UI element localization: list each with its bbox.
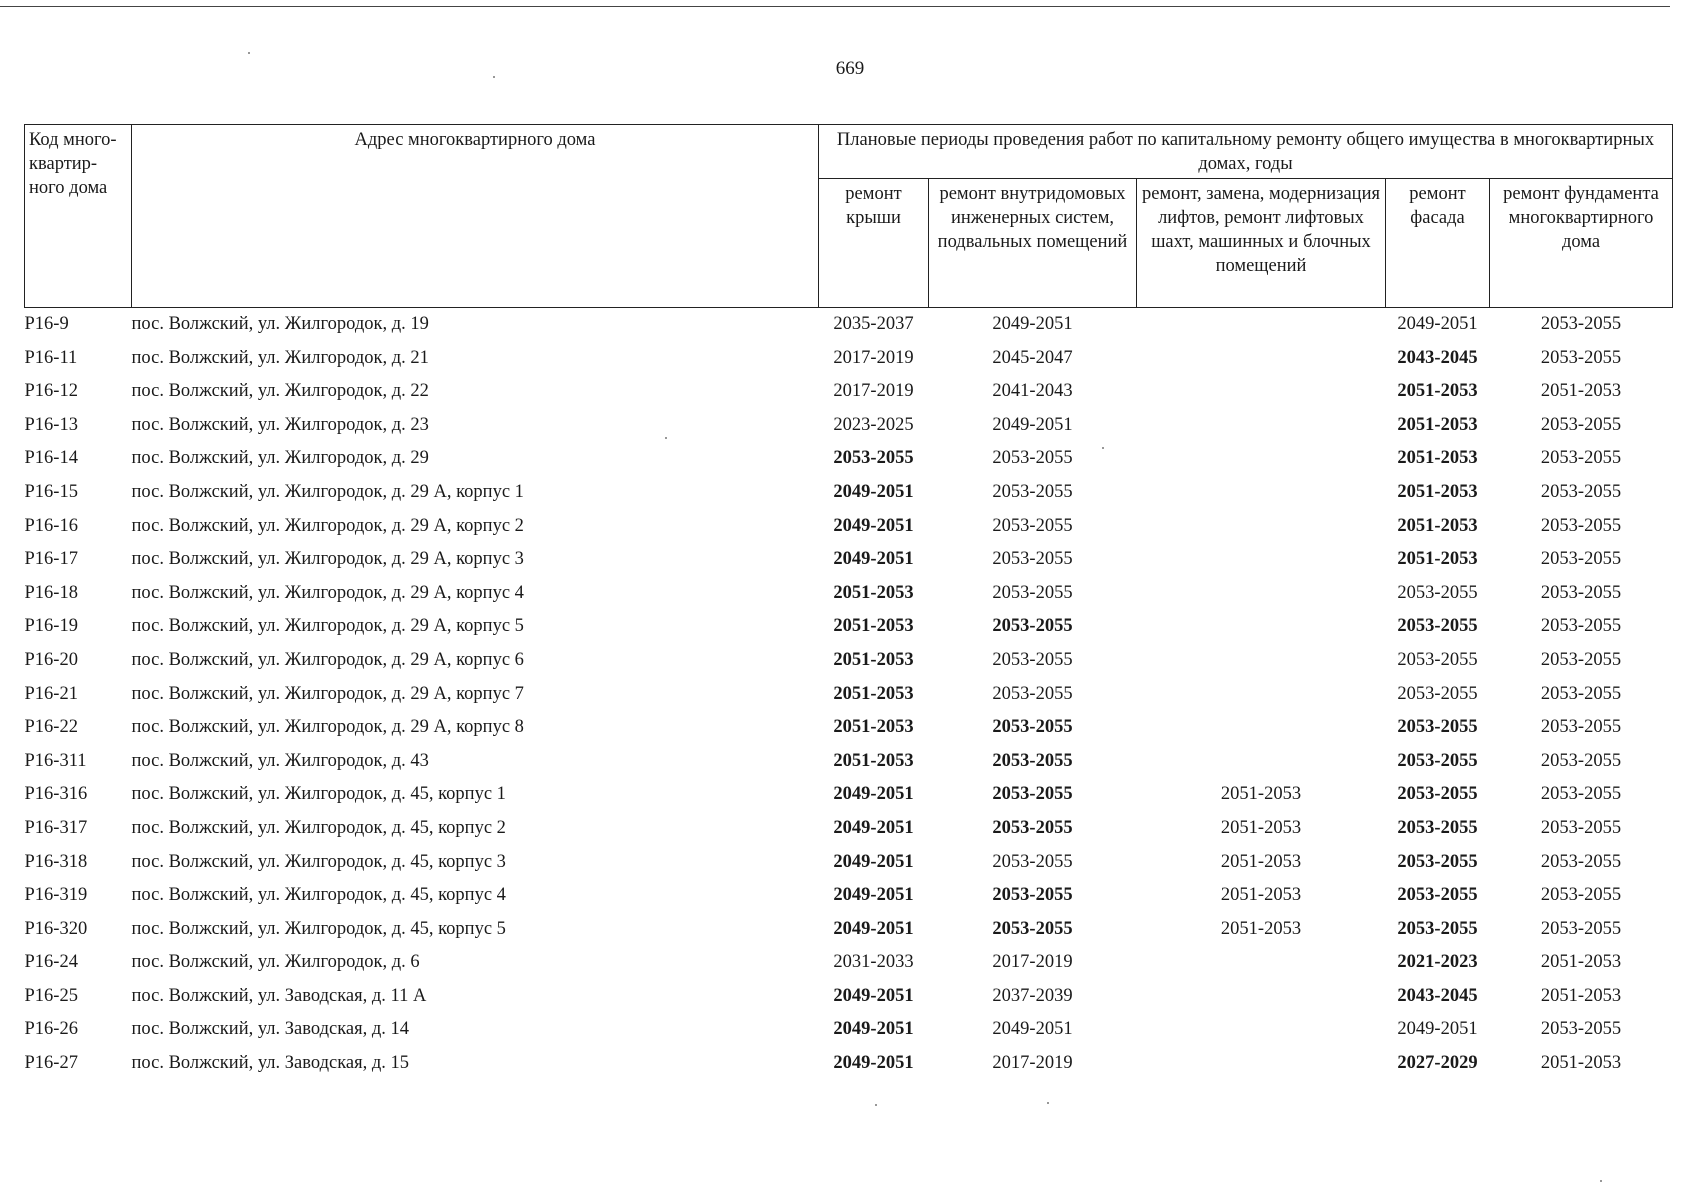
cell-code: Р16-11 — [24, 347, 78, 368]
scan-speck — [248, 52, 250, 54]
cell-address: пос. Волжский, ул. Жилгородок, д. 29 А, корпус 4 — [131, 582, 524, 603]
cell-code: Р16-319 — [24, 885, 88, 906]
cell-address: пос. Волжский, ул. Жилгородок, д. 29 А, корпус 5 — [131, 616, 524, 637]
cell-systems: 2053-2055 — [992, 750, 1073, 771]
cell-roof: 2049-2051 — [833, 885, 914, 906]
cell-facade: 2043-2045 — [1397, 347, 1478, 368]
cell-roof: 2017-2019 — [833, 347, 914, 368]
cell-code: Р16-311 — [24, 750, 87, 771]
cell-systems: 2053-2055 — [992, 885, 1073, 906]
cell-foundation: 2053-2055 — [1540, 582, 1622, 603]
cell-code: Р16-9 — [24, 314, 69, 334]
cell-lifts — [1137, 510, 1386, 544]
cell-roof: 2051-2053 — [833, 616, 914, 637]
capital-repair-sheet — [24, 124, 1672, 1081]
cell-code: Р16-12 — [24, 381, 78, 402]
cell-facade: 2053-2055 — [1397, 750, 1478, 771]
cell-address: пос. Волжский, ул. Жилгородок, д. 29 А, корпус 1 — [131, 481, 524, 502]
cell-address: пос. Волжский, ул. Жилгородок, д. 29 А, корпус 8 — [131, 717, 524, 738]
table-row — [25, 644, 1673, 678]
cell-address: пос. Волжский, ул. Жилгородок, д. 45, корпус 1 — [131, 784, 506, 805]
cell-facade: 2053-2055 — [1397, 616, 1478, 637]
table-header — [25, 125, 1673, 308]
cell-code: Р16-18 — [24, 582, 78, 603]
cell-lifts — [1137, 308, 1386, 342]
cell-lifts: 2051-2053 — [1220, 885, 1302, 906]
cell-facade: 2027-2029 — [1397, 1053, 1478, 1074]
table-row — [25, 846, 1673, 880]
cell-systems: 2053-2055 — [992, 616, 1073, 637]
cell-code: Р16-17 — [24, 549, 78, 570]
cell-facade: 2053-2055 — [1397, 817, 1478, 838]
cell-code: Р16-27 — [24, 1053, 78, 1074]
cell-lifts — [1137, 409, 1386, 443]
cell-systems: 2049-2051 — [992, 414, 1073, 435]
header-systems: ремонт внутридомовых инженерных систем, подвальных помещений — [929, 179, 1137, 308]
table-row — [25, 913, 1673, 947]
cell-lifts — [1137, 610, 1386, 644]
cell-address: пос. Волжский, ул. Жилгородок, д. 29 А, корпус 2 — [131, 515, 524, 536]
cell-code: Р16-13 — [24, 414, 78, 435]
header-facade: ремонт фасада — [1386, 179, 1490, 308]
cell-lifts — [1137, 577, 1386, 611]
cell-roof: 2031-2033 — [833, 952, 914, 973]
cell-systems: 2037-2039 — [992, 985, 1073, 1006]
scan-speck — [665, 437, 667, 439]
cell-systems: 2053-2055 — [992, 515, 1073, 536]
cell-foundation: 2053-2055 — [1540, 1019, 1622, 1040]
cell-facade: 2053-2055 — [1397, 851, 1478, 872]
cell-address: пос. Волжский, ул. Жилгородок, д. 22 — [131, 381, 429, 402]
table-row — [25, 778, 1673, 812]
cell-lifts — [1137, 476, 1386, 510]
cell-lifts — [1137, 745, 1386, 779]
cell-foundation: 2053-2055 — [1540, 918, 1622, 939]
table-row — [25, 1047, 1673, 1081]
cell-lifts — [1137, 678, 1386, 712]
cell-facade: 2053-2055 — [1397, 918, 1478, 939]
table-row — [25, 409, 1673, 443]
cell-roof: 2049-2051 — [833, 1019, 914, 1040]
cell-lifts: 2051-2053 — [1220, 817, 1302, 838]
cell-roof: 2049-2051 — [833, 784, 914, 805]
scan-speck — [875, 1104, 877, 1106]
cell-facade: 2053-2055 — [1397, 649, 1478, 670]
cell-facade: 2051-2053 — [1397, 481, 1478, 502]
cell-lifts — [1137, 644, 1386, 678]
cell-facade: 2049-2051 — [1397, 314, 1478, 334]
top-rule — [0, 6, 1670, 7]
scan-speck — [493, 76, 495, 78]
cell-roof: 2049-2051 — [833, 918, 914, 939]
cell-systems: 2053-2055 — [992, 784, 1073, 805]
table-row — [25, 678, 1673, 712]
cell-code: Р16-14 — [24, 448, 78, 469]
scan-speck — [1600, 1180, 1602, 1182]
cell-systems: 2049-2051 — [992, 1019, 1073, 1040]
cell-code: Р16-22 — [24, 717, 78, 738]
cell-foundation: 2053-2055 — [1540, 347, 1622, 368]
cell-address: пос. Волжский, ул. Заводская, д. 14 — [131, 1019, 410, 1040]
cell-lifts — [1137, 946, 1386, 980]
cell-facade: 2053-2055 — [1397, 885, 1478, 906]
cell-lifts: 2051-2053 — [1220, 851, 1302, 872]
cell-foundation: 2053-2055 — [1540, 515, 1622, 536]
cell-address: пос. Волжский, ул. Заводская, д. 11 А — [131, 985, 427, 1006]
table-row — [25, 476, 1673, 510]
cell-foundation: 2053-2055 — [1540, 549, 1622, 570]
cell-address: пос. Волжский, ул. Жилгородок, д. 29 А, корпус 6 — [131, 649, 524, 670]
cell-foundation: 2053-2055 — [1540, 817, 1622, 838]
cell-facade: 2051-2053 — [1397, 549, 1478, 570]
cell-systems: 2053-2055 — [992, 448, 1073, 469]
cell-roof: 2051-2053 — [833, 582, 914, 603]
cell-lifts: 2051-2053 — [1220, 784, 1302, 805]
table-row — [25, 745, 1673, 779]
cell-foundation: 2053-2055 — [1540, 784, 1622, 805]
cell-address: пос. Волжский, ул. Жилгородок, д. 21 — [131, 347, 429, 368]
cell-systems: 2053-2055 — [992, 817, 1073, 838]
cell-roof: 2049-2051 — [833, 515, 914, 536]
cell-facade: 2051-2053 — [1397, 381, 1478, 402]
cell-foundation: 2051-2053 — [1540, 952, 1622, 973]
cell-address: пос. Волжский, ул. Жилгородок, д. 29 — [131, 448, 429, 469]
cell-lifts — [1137, 711, 1386, 745]
cell-address: пос. Волжский, ул. Жилгородок, д. 45, корпус 2 — [131, 817, 506, 838]
table-row — [25, 308, 1673, 342]
cell-facade: 2051-2053 — [1397, 515, 1478, 536]
cell-code: Р16-26 — [24, 1019, 78, 1040]
cell-foundation: 2051-2053 — [1540, 1053, 1622, 1074]
cell-facade: 2051-2053 — [1397, 448, 1478, 469]
header-foundation: ремонт фундамента многоквартирного дома — [1490, 179, 1673, 308]
table-row — [25, 577, 1673, 611]
table-row — [25, 812, 1673, 846]
scan-speck — [1047, 1102, 1049, 1104]
header-code: Код много-квартир-ного дома — [25, 125, 132, 308]
table-row — [25, 980, 1673, 1014]
cell-systems: 2053-2055 — [992, 549, 1073, 570]
cell-lifts — [1137, 375, 1386, 409]
cell-systems: 2053-2055 — [992, 717, 1073, 738]
cell-foundation: 2053-2055 — [1540, 481, 1622, 502]
cell-foundation: 2051-2053 — [1540, 381, 1622, 402]
table-row — [25, 342, 1673, 376]
cell-code: Р16-25 — [24, 985, 78, 1006]
cell-lifts — [1137, 980, 1386, 1014]
cell-foundation: 2053-2055 — [1540, 314, 1622, 334]
cell-facade: 2049-2051 — [1397, 1019, 1478, 1040]
header-lifts: ремонт, замена, модернизация лифтов, ремонт лифтовых шахт, машинных и блочных помещений — [1137, 179, 1386, 308]
cell-address: пос. Волжский, ул. Жилгородок, д. 29 А, корпус 7 — [131, 683, 524, 704]
cell-address: пос. Волжский, ул. Жилгородок, д. 45, корпус 4 — [131, 885, 506, 906]
table-body — [25, 308, 1673, 1081]
cell-systems: 2053-2055 — [992, 683, 1073, 704]
cell-address: пос. Волжский, ул. Жилгородок, д. 19 — [131, 314, 429, 334]
cell-roof: 2049-2051 — [833, 817, 914, 838]
cell-lifts — [1137, 1013, 1386, 1047]
cell-foundation: 2053-2055 — [1540, 414, 1622, 435]
table-row — [25, 375, 1673, 409]
cell-code: Р16-21 — [24, 683, 78, 704]
header-periods: Плановые периоды проведения работ по капитальному ремонту общего имущества в многоквартирных домах, годы — [819, 125, 1673, 179]
cell-facade: 2053-2055 — [1397, 582, 1478, 603]
scan-speck — [1102, 447, 1104, 449]
cell-roof: 2051-2053 — [833, 717, 914, 738]
cell-roof: 2051-2053 — [833, 683, 914, 704]
cell-code: Р16-24 — [24, 952, 78, 973]
cell-foundation: 2053-2055 — [1540, 885, 1622, 906]
cell-facade: 2053-2055 — [1397, 784, 1478, 805]
cell-foundation: 2053-2055 — [1540, 750, 1622, 771]
cell-code: Р16-318 — [24, 851, 88, 872]
cell-roof: 2017-2019 — [833, 381, 914, 402]
cell-systems: 2053-2055 — [992, 481, 1073, 502]
cell-code: Р16-19 — [24, 616, 78, 637]
cell-address: пос. Волжский, ул. Жилгородок, д. 6 — [131, 952, 420, 973]
cell-systems: 2053-2055 — [992, 918, 1073, 939]
cell-roof: 2049-2051 — [833, 985, 914, 1006]
cell-address: пос. Волжский, ул. Жилгородок, д. 29 А, корпус 3 — [131, 549, 524, 570]
header-address: Адрес многоквартирного дома — [132, 125, 819, 308]
table-row — [25, 442, 1673, 476]
table-row — [25, 610, 1673, 644]
cell-systems: 2053-2055 — [992, 649, 1073, 670]
cell-address: пос. Волжский, ул. Жилгородок, д. 45, корпус 5 — [131, 918, 506, 939]
cell-lifts — [1137, 442, 1386, 476]
cell-address: пос. Волжский, ул. Жилгородок, д. 45, корпус 3 — [131, 851, 506, 872]
cell-systems: 2017-2019 — [992, 952, 1073, 973]
cell-facade: 2053-2055 — [1397, 683, 1478, 704]
cell-lifts — [1137, 342, 1386, 376]
cell-roof: 2049-2051 — [833, 481, 914, 502]
cell-roof: 2051-2053 — [833, 750, 914, 771]
table-row — [25, 510, 1673, 544]
cell-address: пос. Волжский, ул. Жилгородок, д. 43 — [131, 750, 429, 771]
table-row — [25, 1013, 1673, 1047]
cell-systems: 2017-2019 — [992, 1053, 1073, 1074]
cell-foundation: 2053-2055 — [1540, 851, 1622, 872]
cell-roof: 2051-2053 — [833, 649, 914, 670]
cell-roof: 2049-2051 — [833, 549, 914, 570]
cell-code: Р16-16 — [24, 515, 78, 536]
cell-foundation: 2053-2055 — [1540, 717, 1622, 738]
table-row — [25, 879, 1673, 913]
cell-code: Р16-320 — [24, 918, 88, 939]
cell-facade: 2043-2045 — [1397, 985, 1478, 1006]
cell-roof: 2035-2037 — [833, 314, 914, 334]
cell-foundation: 2053-2055 — [1540, 683, 1622, 704]
cell-systems: 2053-2055 — [992, 851, 1073, 872]
cell-foundation: 2051-2053 — [1540, 985, 1622, 1006]
table-row — [25, 543, 1673, 577]
cell-roof: 2049-2051 — [833, 851, 914, 872]
cell-code: Р16-317 — [24, 817, 88, 838]
cell-address: пос. Волжский, ул. Заводская, д. 15 — [131, 1053, 410, 1074]
cell-lifts: 2051-2053 — [1220, 918, 1302, 939]
cell-code: Р16-15 — [24, 481, 78, 502]
cell-systems: 2049-2051 — [992, 314, 1073, 334]
cell-systems: 2041-2043 — [992, 381, 1073, 402]
cell-facade: 2051-2053 — [1397, 414, 1478, 435]
header-roof: ремонт крыши — [819, 179, 929, 308]
cell-roof: 2053-2055 — [833, 448, 914, 469]
cell-lifts — [1137, 543, 1386, 577]
cell-roof: 2023-2025 — [833, 414, 914, 435]
cell-foundation: 2053-2055 — [1540, 616, 1622, 637]
table-row — [25, 711, 1673, 745]
cell-foundation: 2053-2055 — [1540, 448, 1622, 469]
cell-roof: 2049-2051 — [833, 1053, 914, 1074]
cell-systems: 2053-2055 — [992, 582, 1073, 603]
cell-lifts — [1137, 1047, 1386, 1081]
cell-code: Р16-20 — [24, 649, 78, 670]
repair-schedule-table — [24, 124, 1673, 1081]
cell-foundation: 2053-2055 — [1540, 649, 1622, 670]
table-row — [25, 946, 1673, 980]
cell-facade: 2021-2023 — [1397, 952, 1478, 973]
cell-address: пос. Волжский, ул. Жилгородок, д. 23 — [131, 414, 429, 435]
page-number: 669 — [835, 58, 865, 79]
cell-code: Р16-316 — [24, 784, 88, 805]
cell-facade: 2053-2055 — [1397, 717, 1478, 738]
cell-systems: 2045-2047 — [992, 347, 1073, 368]
